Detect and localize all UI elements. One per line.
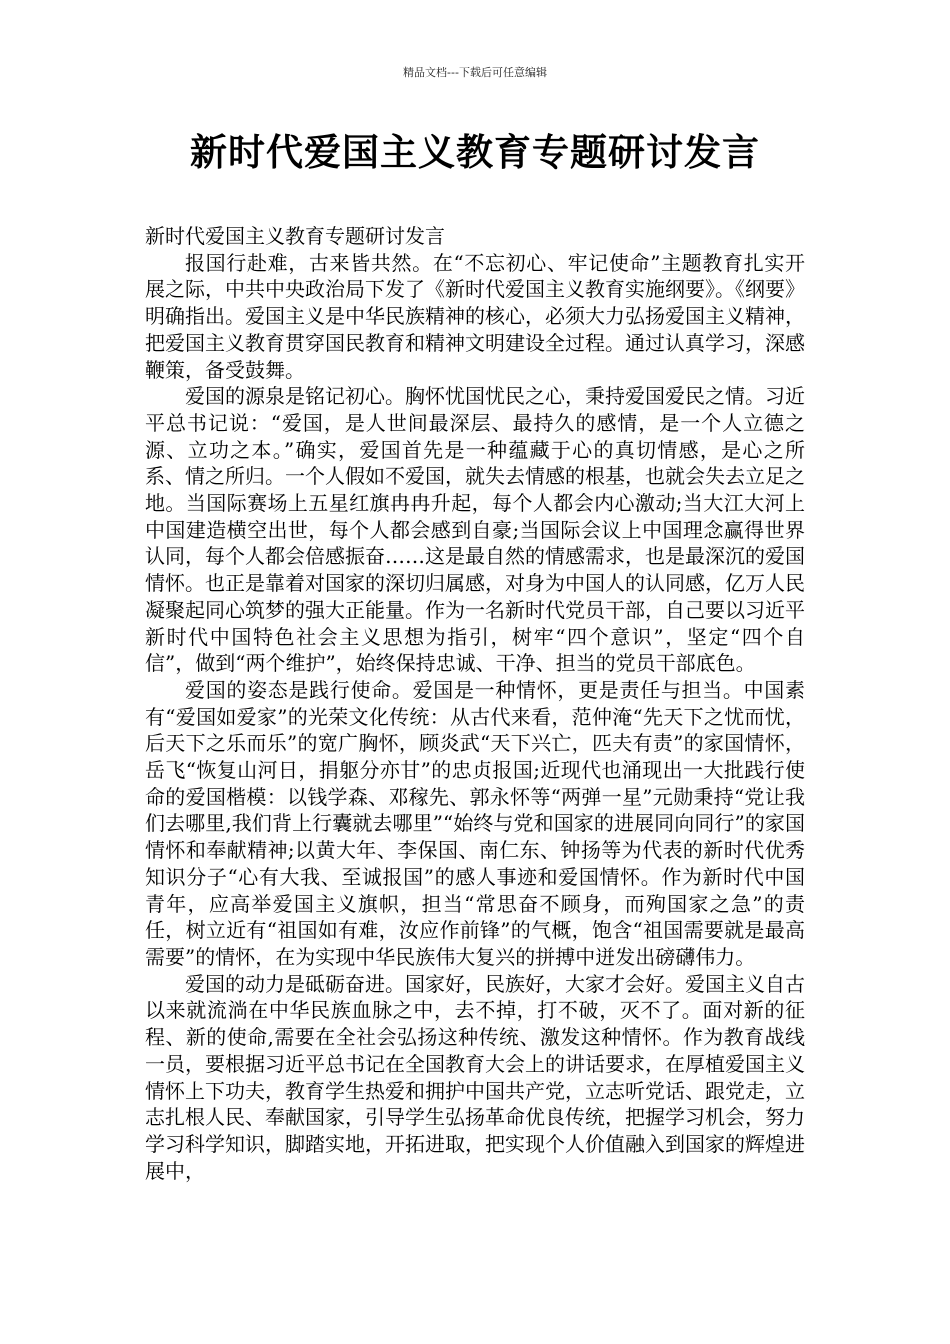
document-subtitle: 新时代爱国主义教育专题研讨发言 (145, 224, 445, 248)
document-title: 新时代爱国主义教育专题研讨发言 (190, 131, 760, 174)
paragraph: 爱国的姿态是践行使命。爱国是一种情怀，更是责任与担当。中国素有“爱国如爱家”的光荣文化传统：从古代来看，范仲淹“先天下之忧而忧，后天下之乐而乐”的宽广胸怀，顾炎武“天下兴亡，匹夫有责”的家国情怀，岳飞“恢复山河日，捐躯分亦甘”的忠贞报国;近现代也涌现出一大批践行使命的爱国楷模：以钱学森、邓稼先、郭永怀等“两弹一星”元勋秉持“党让我们去哪里,我们背上行囊就去哪里”“始终与党和国家的进展同向同行”的家国情怀和奉献精神;以黄大年、李保国、南仁东、钟扬等为代表的新时代优秀知识分子“心有大我、至诚报国”的感人事迹和爱国情怀。作为新时代中国青年，应高举爱国主义旗帜，担当“常思奋不顾身，而殉国家之急”的责任，树立近有“祖国如有难，汝应作前锋”的气概，饱含“祖国需要就是最高需要”的情怀，在为实现中华民族伟大复兴的拼搏中迸发出磅礴伟力。 (145, 677, 805, 969)
paragraph: 报国行赴难，古来皆共然。在“不忘初心、牢记使命”主题教育扎实开展之际，中共中央政治局下发了《新时代爱国主义教育实施纲要》。《纲要》明确指出。爱国主义是中华民族精神的核心，必须大力弘扬爱国主义精神，把爱国主义教育贯穿国民教育和精神文明建设全过程。通过认真学习，深感鞭策，备受鼓舞。 (145, 250, 805, 382)
header-note: 精品文档---下载后可任意编辑 (403, 66, 547, 79)
document-body (145, 223, 805, 1184)
paragraph: 爱国的动力是砥砺奋进。国家好，民族好，大家才会好。爱国主义自古以来就流淌在中华民族血脉之中，去不掉，打不破，灭不了。面对新的征程、新的使命,需要在全社会弘扬这种传统、激发这种情怀。作为教育战线一员，要根据习近平总书记在全国教育大会上的讲话要求，在厚植爱国主义情怀上下功夫，教育学生热爱和拥护中国共产党，立志听党话、跟党走，立志扎根人民、奉献国家，引导学生弘扬革命优良传统，把握学习机会，努力学习科学知识，脚踏实地，开拓进取，把实现个人价值融入到国家的辉煌进展中， (145, 971, 805, 1183)
paragraph: 爱国的源泉是铭记初心。胸怀忧国忧民之心，秉持爱国爱民之情。习近平总书记说：“爱国，是人世间最深层、最持久的感情，是一个人立德之源、立功之本。”确实，爱国首先是一种蕴藏于心的真切情感，是心之所系、情之所归。一个人假如不爱国，就失去情感的根基，也就会失去立足之地。当国际赛场上五星红旗冉冉升起，每个人都会内心激动;当大江大河上中国建造横空出世，每个人都会感到自豪;当国际会议上中国理念赢得世界认同，每个人都会倍感振奋……这是最自然的情感需求，也是最深沉的爱国情怀。也正是靠着对国家的深切归属感，对身为中国人的认同感，亿万人民凝聚起同心筑梦的强大正能量。作为一名新时代党员干部，自己要以习近平新时代中国特色社会主义思想为指引，树牢“四个意识”，坚定“四个自信”，做到“两个维护”，始终保持忠诚、干净、担当的党员干部底色。 (145, 384, 805, 676)
